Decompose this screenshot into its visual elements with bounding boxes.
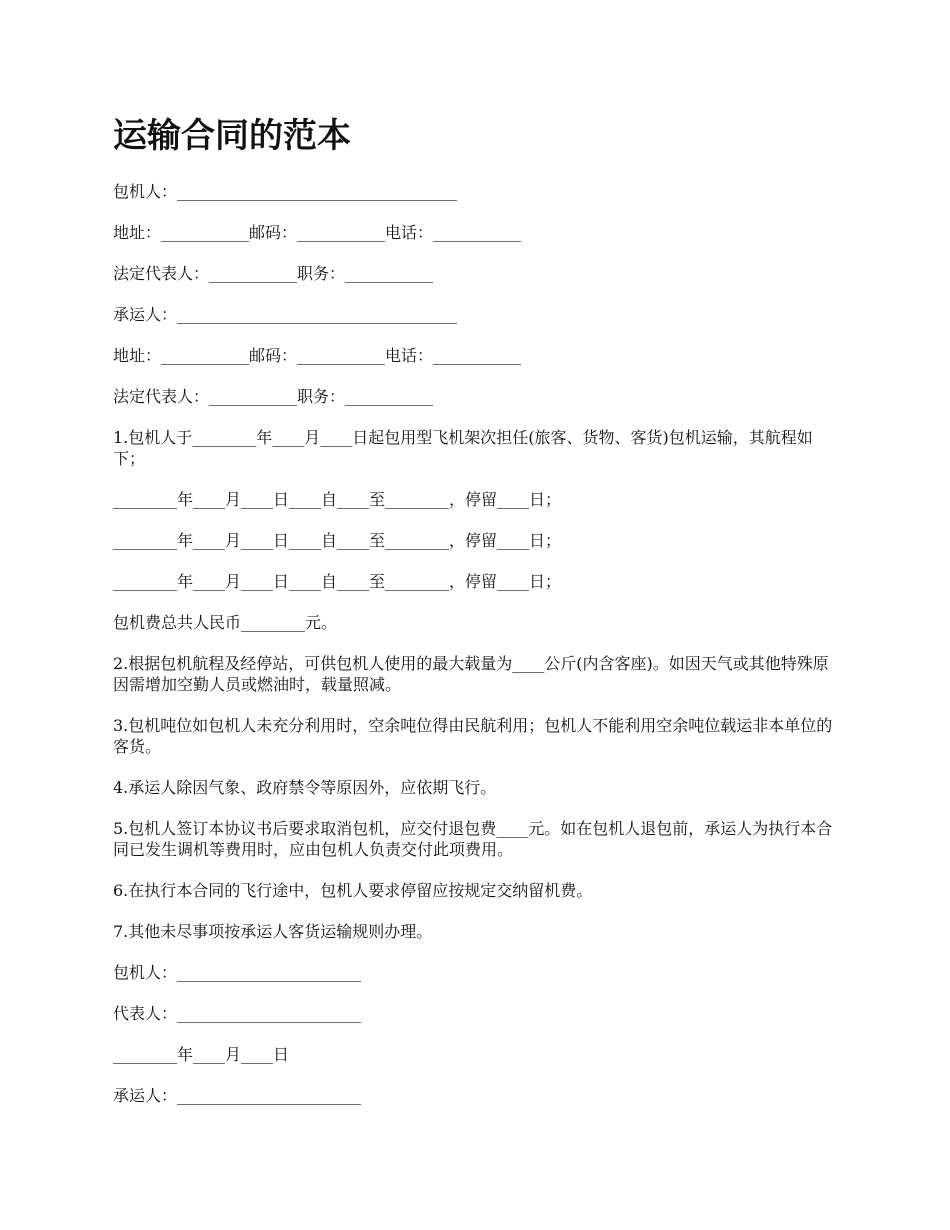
signature-charterer: 包机人：_______________________ xyxy=(113,963,362,982)
paragraph-clause-7: 7.其他未尽事项按承运人客货运输规则办理。 xyxy=(113,922,433,941)
paragraph-clause-6: 6.在执行本合同的飞行途中，包机人要求停留应按规定交纳留机费。 xyxy=(113,881,593,900)
paragraph-clause-2: 2.根据包机航程及经停站，可供包机人使用的最大载量为____公斤(内含客座)。如因天气或其他特殊原因需增加空勤人员或燃油时，载量照减。 xyxy=(113,654,829,694)
paragraph-charterer: 包机人：___________________________________ xyxy=(113,182,458,201)
document-page xyxy=(113,112,837,1126)
paragraph-carrier: 承运人：___________________________________ xyxy=(113,305,458,324)
paragraph-carrier-address: 地址：___________邮码：___________电话：___________ xyxy=(113,346,522,365)
paragraph-clause-3: 3.包机吨位如包机人未充分利用时，空余吨位得由民航利用；包机人不能利用空余吨位载运非本单位的客货。 xyxy=(113,716,833,756)
paragraph-route-3: ________年____月____日____自____至________，停留____日； xyxy=(113,572,562,591)
signature-date: ________年____月____日 xyxy=(113,1045,290,1064)
paragraph-carrier-representative: 法定代表人：___________职务：___________ xyxy=(113,387,434,406)
paragraph-route-2: ________年____月____日____自____至________，停留____日； xyxy=(113,531,562,550)
paragraph-route-1: ________年____月____日____自____至________，停留____日； xyxy=(113,490,562,509)
paragraph-charterer-representative: 法定代表人：___________职务：___________ xyxy=(113,264,434,283)
signature-representative: 代表人：_______________________ xyxy=(113,1004,362,1023)
paragraph-charterer-address: 地址：___________邮码：___________电话：___________ xyxy=(113,223,522,242)
paragraph-clause-4: 4.承运人除因气象、政府禁令等原因外，应依期飞行。 xyxy=(113,778,497,797)
signature-carrier: 承运人：_______________________ xyxy=(113,1086,362,1105)
paragraph-clause-1: 1.包机人于________年____月____日起包用型飞机架次担任(旅客、货物、客货)包机运输，其航程如下； xyxy=(113,428,813,468)
document-title: 运输合同的范本 xyxy=(113,116,351,156)
paragraph-clause-5: 5.包机人签订本协议书后要求取消包机，应交付退包费____元。如在包机人退包前，承运人为执行本合同已发生调机等费用时，应由包机人负责交付此项费用。 xyxy=(113,819,833,859)
paragraph-charter-fee: 包机费总共人民币________元。 xyxy=(113,613,338,632)
